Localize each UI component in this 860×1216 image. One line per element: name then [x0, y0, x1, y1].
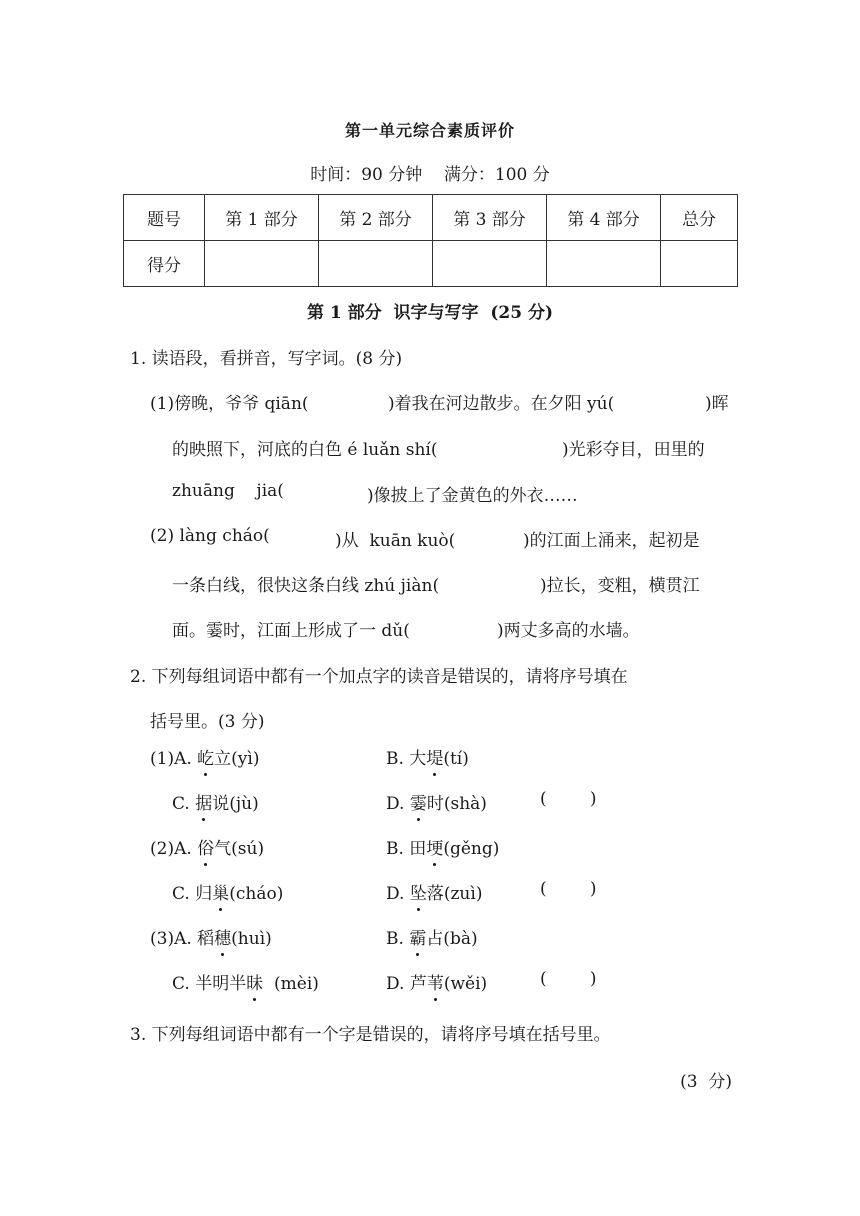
q2-g1-answer-blank[interactable]: ( ): [540, 789, 597, 809]
q2-g3-option-d: D. 芦苇(wěi): [386, 969, 487, 994]
question-2-prompt-line2: 括号里。(3 分): [150, 712, 265, 732]
q2-g3-answer-blank[interactable]: ( ): [540, 969, 597, 989]
score-table: [123, 194, 738, 287]
q1-passage2-line2-b: )拉长，变粗，横贯江: [540, 576, 700, 596]
dotted-char: 堤: [426, 744, 443, 769]
q2-g3-option-c: C. 半明半昧 (mèi): [172, 969, 319, 994]
q1-passage1-line3-a: zhuāng jia(: [172, 481, 284, 501]
dotted-char: 霸: [409, 924, 426, 949]
dotted-char: 坠: [410, 879, 427, 904]
score-row-label: 得分: [124, 241, 205, 287]
exam-info: 时间：90 分钟 满分：100 分: [310, 165, 550, 185]
q1-passage1-line1-b: )着我在河边散步。在夕阳 yú(: [388, 394, 615, 414]
question-3-prompt: 3. 下列每组词语中都有一个字是错误的，请将序号填在括号里。: [130, 1025, 611, 1045]
score-table-header: 第 2 部分: [319, 195, 433, 241]
dotted-char: 穗: [214, 924, 231, 949]
dotted-char: 俗: [197, 834, 214, 859]
dotted-char: 苇: [427, 969, 444, 994]
q2-g2-answer-blank[interactable]: ( ): [540, 879, 597, 899]
q1-passage1-line2-a: 的映照下，河底的白色 é luǎn shí(: [172, 440, 438, 460]
q1-passage2-line3-a: 面。霎时，江面上形成了一 dǔ(: [172, 621, 410, 641]
q1-passage2-line3-b: )两丈多高的水墙。: [497, 621, 640, 641]
dotted-char: 巢: [212, 879, 229, 904]
q1-passage1-line1-a: (1)傍晚，爷爷 qiān(: [150, 394, 309, 414]
question-3-points: (3 分): [680, 1072, 732, 1092]
q1-passage1-line3-b: )像披上了金黄色的外衣……: [367, 486, 578, 506]
score-table-header: 第 4 部分: [547, 195, 661, 241]
q1-passage2-line1-a: (2) làng cháo(: [150, 526, 270, 546]
score-cell[interactable]: [319, 241, 433, 287]
q2-g3-option-a: (3)A. 稻穗(huì): [150, 924, 272, 949]
q2-g2-option-b: B. 田埂(gěng): [386, 834, 499, 859]
q2-g1-option-d: D. 霎时(shà): [386, 789, 487, 814]
score-table-header: 第 1 部分: [205, 195, 319, 241]
q1-passage2-line1-b: )从 kuān kuò(: [335, 531, 456, 551]
q2-g2-option-a: (2)A. 俗气(sú): [150, 834, 264, 859]
q2-g2-option-d: D. 坠落(zuì): [386, 879, 482, 904]
page-title: 第一单元综合素质评价: [344, 121, 515, 140]
score-table-score-row: [124, 241, 738, 287]
section-heading: 第 1 部分 识字与写字 (25 分): [306, 303, 553, 323]
q2-g3-option-b: B. 霸占(bà): [386, 924, 478, 949]
score-table-header-row: [124, 195, 738, 241]
q2-g2-option-c: C. 归巢(cháo): [172, 879, 283, 904]
q1-passage1-line1-c: )晖: [705, 394, 729, 414]
score-cell[interactable]: [433, 241, 547, 287]
q1-passage1-line2-b: )光彩夺目，田里的: [562, 440, 705, 460]
q1-passage2-line1-c: )的江面上涌来，起初是: [523, 531, 700, 551]
score-table-header: 总分: [661, 195, 738, 241]
dotted-char: 埂: [426, 834, 443, 859]
dotted-char: 霎: [410, 789, 427, 814]
score-cell[interactable]: [205, 241, 319, 287]
q1-passage2-line2-a: 一条白线，很快这条白线 zhú jiàn(: [172, 576, 440, 596]
dotted-char: 屹: [197, 744, 214, 769]
q2-g1-option-b: B. 大堤(tí): [386, 744, 469, 769]
question-1-prompt: 1. 读语段，看拼音，写字词。(8 分): [130, 349, 403, 369]
q2-g1-option-a: (1)A. 屹立(yì): [150, 744, 259, 769]
dotted-char: 昧: [246, 969, 263, 994]
q2-g1-option-c: C. 据说(jù): [172, 789, 259, 814]
score-cell[interactable]: [661, 241, 738, 287]
dotted-char: 据: [195, 789, 212, 814]
score-cell[interactable]: [547, 241, 661, 287]
score-table-header: 题号: [124, 195, 205, 241]
question-2-prompt-line1: 2. 下列每组词语中都有一个加点字的读音是错误的，请将序号填在: [130, 667, 628, 687]
score-table-header: 第 3 部分: [433, 195, 547, 241]
